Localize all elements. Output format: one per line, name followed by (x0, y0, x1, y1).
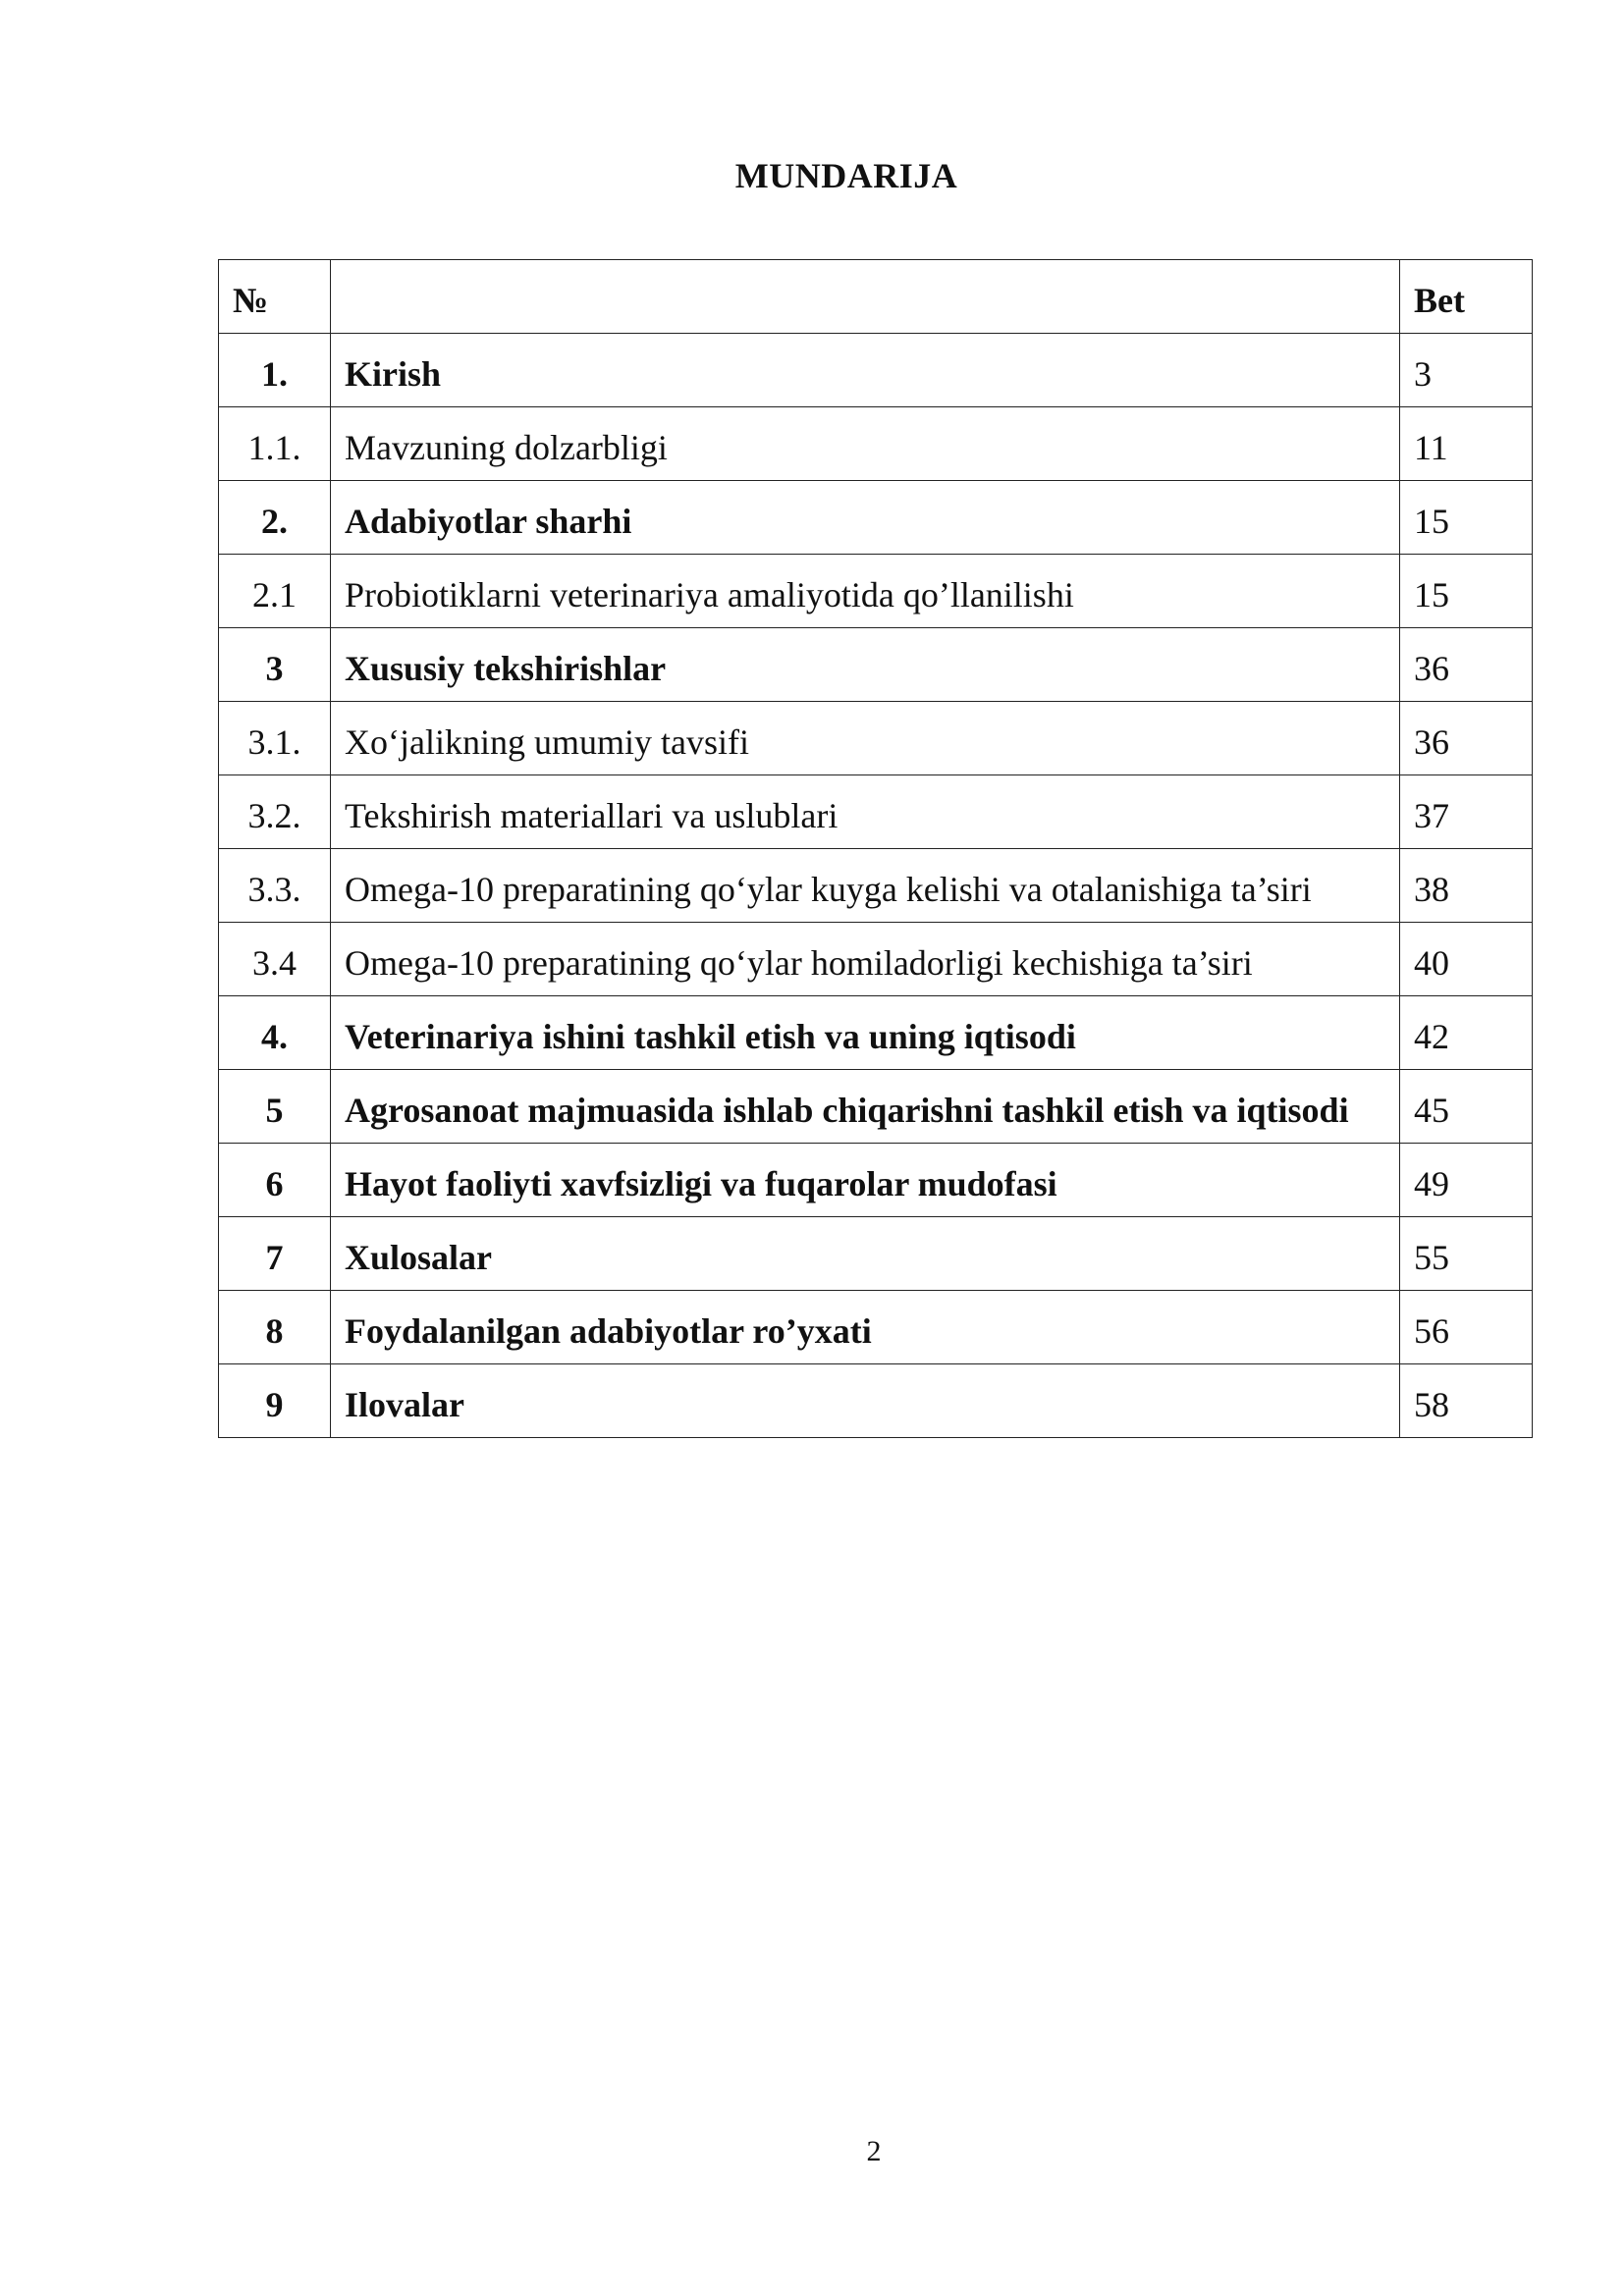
toc-row-number: 9 (219, 1364, 331, 1438)
page-title: MUNDARIJA (734, 156, 958, 195)
toc-row-number: 3.3. (219, 849, 331, 923)
toc-row-page: 15 (1400, 481, 1533, 555)
table-row (219, 481, 1533, 555)
toc-row-title: Adabiyotlar sharhi (331, 481, 1400, 555)
toc-row-number: 8 (219, 1291, 331, 1364)
table-row (219, 555, 1533, 628)
table-row (219, 702, 1533, 775)
toc-row-number: 6 (219, 1144, 331, 1217)
toc-row-title: Agrosanoat majmuasida ishlab chiqarishni tashkil etish va iqtisodi (331, 1070, 1400, 1144)
toc-row-title: Xo‘jalikning umumiy tavsifi (331, 702, 1400, 775)
table-row (219, 996, 1533, 1070)
table-row (219, 923, 1533, 996)
toc-row-page: 36 (1400, 628, 1533, 702)
toc-row-number: 1. (219, 334, 331, 407)
toc-row-page: 49 (1400, 1144, 1533, 1217)
toc-row-page: 40 (1400, 923, 1533, 996)
toc-row-page: 11 (1400, 407, 1533, 481)
toc-row-number: 5 (219, 1070, 331, 1144)
table-row (219, 849, 1533, 923)
toc-row-number: 2. (219, 481, 331, 555)
toc-row-page: 36 (1400, 702, 1533, 775)
header-title (331, 260, 1400, 334)
table-of-contents (218, 259, 1533, 1438)
toc-row-number: 4. (219, 996, 331, 1070)
toc-row-page: 42 (1400, 996, 1533, 1070)
toc-rows (219, 334, 1533, 1438)
header-page: Bet (1400, 260, 1533, 334)
toc-row-number: 3.1. (219, 702, 331, 775)
toc-row-title: Mavzuning dolzarbligi (331, 407, 1400, 481)
toc-row-number: 7 (219, 1217, 331, 1291)
toc-row-page: 15 (1400, 555, 1533, 628)
toc-row-page: 55 (1400, 1217, 1533, 1291)
table-row (219, 407, 1533, 481)
toc-row-title: Xususiy tekshirishlar (331, 628, 1400, 702)
toc-row-page: 37 (1400, 775, 1533, 849)
table-row (219, 1144, 1533, 1217)
toc-row-title: Ilovalar (331, 1364, 1400, 1438)
toc-row-title: Probiotiklarni veterinariya amaliyotida qo’llanilishi (331, 555, 1400, 628)
table-row (219, 1070, 1533, 1144)
toc-row-title: Veterinariya ishini tashkil etish va uning iqtisodi (331, 996, 1400, 1070)
table-row (219, 775, 1533, 849)
toc-row-title: Omega-10 preparatining qo‘ylar kuyga kelishi va otalanishiga ta’siri (331, 849, 1400, 923)
toc-row-title: Hayot faoliyti xavfsizligi va fuqarolar mudofasi (331, 1144, 1400, 1217)
toc-row-page: 58 (1400, 1364, 1533, 1438)
toc-row-page: 56 (1400, 1291, 1533, 1364)
toc-row-title: Tekshirish materiallari va uslublari (331, 775, 1400, 849)
toc-row-page: 3 (1400, 334, 1533, 407)
table-row (219, 1291, 1533, 1364)
table-row (219, 334, 1533, 407)
page-number: 2 (866, 2135, 882, 2167)
toc-row-number: 3.2. (219, 775, 331, 849)
toc-row-number: 3.4 (219, 923, 331, 996)
toc-row-title: Xulosalar (331, 1217, 1400, 1291)
toc-row-title: Foydalanilgan adabiyotlar ro’yxati (331, 1291, 1400, 1364)
table-row (219, 1217, 1533, 1291)
toc-row-number: 1.1. (219, 407, 331, 481)
table-header-row (219, 260, 1533, 334)
toc-row-number: 3 (219, 628, 331, 702)
table-row (219, 1364, 1533, 1438)
toc-row-title: Kirish (331, 334, 1400, 407)
toc-row-title: Omega-10 preparatining qo‘ylar homiladorligi kechishiga ta’siri (331, 923, 1400, 996)
table-row (219, 628, 1533, 702)
toc-row-number: 2.1 (219, 555, 331, 628)
header-number: № (219, 260, 331, 334)
toc-row-page: 38 (1400, 849, 1533, 923)
toc-row-page: 45 (1400, 1070, 1533, 1144)
